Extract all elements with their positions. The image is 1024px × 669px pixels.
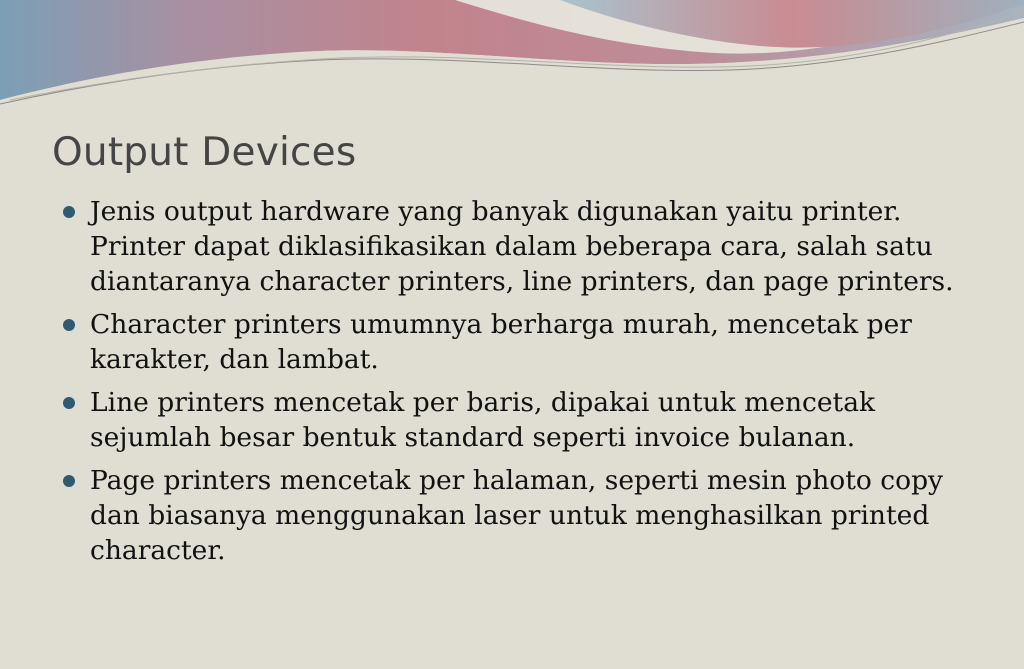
bullet-item	[62, 194, 967, 299]
bullet-text: Line printers mencetak per baris, dipakai untuk mencetak sejumlah besar bentuk standard seperti invoice bulanan.	[90, 387, 876, 453]
bullet-dot-icon	[63, 206, 75, 218]
bullet-item	[62, 385, 967, 455]
bullet-dot-icon	[63, 319, 75, 331]
header-wave-banner	[0, 0, 1024, 120]
bullet-dot-icon	[63, 475, 75, 487]
bullet-list	[62, 194, 967, 576]
bullet-text: Page printers mencetak per halaman, seperti mesin photo copy dan biasanya menggunakan laser untuk menghasilkan printed character.	[90, 465, 944, 566]
bullet-item	[62, 307, 967, 377]
bullet-dot-icon	[63, 397, 75, 409]
bullet-item	[62, 463, 967, 568]
bullet-text: Jenis output hardware yang banyak digunakan yaitu printer. Printer dapat diklasifikasikan dalam beberapa cara, salah satu diantaranya character printers, line printers, dan page printers.	[90, 196, 954, 297]
slide-title: Output Devices	[52, 130, 357, 175]
bullet-text: Character printers umumnya berharga murah, mencetak per karakter, dan lambat.	[90, 309, 912, 375]
